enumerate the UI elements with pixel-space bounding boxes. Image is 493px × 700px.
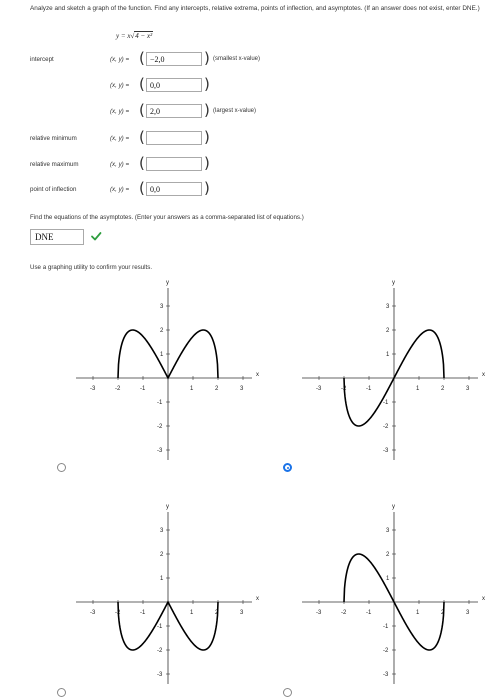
xy-label: (x, y) =	[110, 161, 130, 168]
radical-sign: √	[130, 32, 135, 40]
y-tick-label: -1	[157, 624, 163, 630]
close-paren: )	[204, 179, 210, 197]
graph-option-b	[292, 274, 492, 464]
x-tick-label: 1	[416, 610, 420, 616]
x-tick-label: -3	[316, 610, 322, 616]
xy-label: (x, y) =	[110, 82, 130, 89]
y-tick-label: -2	[383, 424, 389, 430]
y-axis-label: y	[392, 280, 395, 286]
x-axis-label: x	[482, 372, 485, 378]
x-tick-label: 1	[190, 610, 194, 616]
close-paren: )	[204, 101, 210, 119]
function-radicand: 4 − x²	[135, 32, 153, 40]
open-paren: (	[139, 179, 145, 197]
row-label: relative maximum	[30, 161, 79, 168]
x-axis-label: x	[256, 596, 259, 602]
close-paren: )	[204, 154, 210, 172]
radio-option-c[interactable]	[57, 688, 66, 697]
radio-option-d[interactable]	[283, 688, 292, 697]
asymptote-question: Find the equations of the asymptotes. (Enter your answers as a comma-separated list of equations.)	[30, 214, 304, 221]
input-hint: (smallest x-value)	[213, 56, 261, 62]
x-tick-label: 2	[215, 610, 219, 616]
radio-option-a[interactable]	[57, 463, 66, 472]
y-tick-label: 3	[386, 304, 390, 310]
close-paren: )	[204, 75, 210, 93]
x-tick-label: 2	[441, 386, 445, 392]
y-tick-label: -1	[157, 400, 163, 406]
close-paren: )	[204, 49, 210, 67]
x-tick-label: 2	[215, 386, 219, 392]
answer-input[interactable]: 0,0	[146, 182, 202, 196]
x-tick-label: 3	[240, 610, 244, 616]
y-tick-label: -2	[383, 648, 389, 654]
function-expression	[116, 32, 153, 40]
xy-label: (x, y) =	[110, 56, 130, 63]
x-tick-label: 2	[441, 610, 445, 616]
row-label: relative minimum	[30, 135, 77, 142]
answer-input[interactable]	[146, 131, 202, 145]
y-tick-label: -1	[383, 624, 389, 630]
y-axis-label: y	[166, 504, 169, 510]
y-tick-label: -3	[157, 448, 163, 454]
x-tick-label: -2	[341, 386, 347, 392]
y-tick-label: 1	[160, 352, 164, 358]
open-paren: (	[139, 75, 145, 93]
x-tick-label: -1	[366, 610, 372, 616]
close-paren: )	[204, 128, 210, 146]
answer-input[interactable]	[146, 157, 202, 171]
y-tick-label: 2	[386, 328, 390, 334]
y-tick-label: 2	[386, 552, 390, 558]
row-label: intercept	[30, 56, 54, 63]
x-axis-label: x	[256, 372, 259, 378]
xy-label: (x, y) =	[110, 186, 130, 193]
x-tick-label: -2	[115, 610, 121, 616]
graph-option-c	[66, 498, 266, 688]
open-paren: (	[139, 49, 145, 67]
answer-input[interactable]: 2,0	[146, 104, 202, 118]
graph-option-d	[292, 498, 492, 688]
y-tick-label: -3	[383, 672, 389, 678]
y-tick-label: -3	[157, 672, 163, 678]
open-paren: (	[139, 101, 145, 119]
x-tick-label: 1	[190, 386, 194, 392]
instructions-text: Analyze and sketch a graph of the function. Find any intercepts, relative extrema, points of inflection, and asymptotes. (If an answer does not exist, enter DNE.)	[30, 5, 480, 12]
x-axis-label: x	[482, 596, 485, 602]
open-paren: (	[139, 154, 145, 172]
x-tick-label: 3	[466, 386, 470, 392]
y-tick-label: -1	[383, 400, 389, 406]
x-tick-label: -3	[316, 386, 322, 392]
y-axis-label: y	[392, 504, 395, 510]
asymptote-input[interactable]: DNE	[30, 229, 84, 245]
row-label: point of inflection	[30, 186, 77, 193]
x-tick-label: -3	[90, 610, 96, 616]
y-tick-label: 3	[160, 528, 164, 534]
y-tick-label: -2	[157, 424, 163, 430]
answer-input[interactable]: 0,0	[146, 78, 202, 92]
x-tick-label: 3	[466, 610, 470, 616]
y-tick-label: 1	[160, 576, 164, 582]
answer-input[interactable]: −2,0	[146, 52, 202, 66]
y-tick-label: 1	[386, 352, 390, 358]
y-tick-label: 3	[386, 528, 390, 534]
y-tick-label: 2	[160, 552, 164, 558]
xy-label: (x, y) =	[110, 135, 130, 142]
xy-label: (x, y) =	[110, 108, 130, 115]
x-tick-label: -1	[140, 610, 146, 616]
y-tick-label: 2	[160, 328, 164, 334]
y-axis-label: y	[166, 280, 169, 286]
graphing-note: Use a graphing utility to confirm your results.	[30, 264, 153, 271]
check-icon	[90, 230, 102, 242]
radio-option-b[interactable]	[283, 463, 292, 472]
input-hint: (largest x-value)	[213, 108, 257, 114]
x-tick-label: 3	[240, 386, 244, 392]
function-prefix: y = x	[116, 32, 131, 40]
y-tick-label: -2	[157, 648, 163, 654]
x-tick-label: -1	[140, 386, 146, 392]
y-tick-label: 1	[386, 576, 390, 582]
x-tick-label: -3	[90, 386, 96, 392]
y-tick-label: 3	[160, 304, 164, 310]
x-tick-label: 1	[416, 386, 420, 392]
x-tick-label: -2	[341, 610, 347, 616]
open-paren: (	[139, 128, 145, 146]
graph-option-a	[66, 274, 266, 464]
x-tick-label: -1	[366, 386, 372, 392]
y-tick-label: -3	[383, 448, 389, 454]
x-tick-label: -2	[115, 386, 121, 392]
